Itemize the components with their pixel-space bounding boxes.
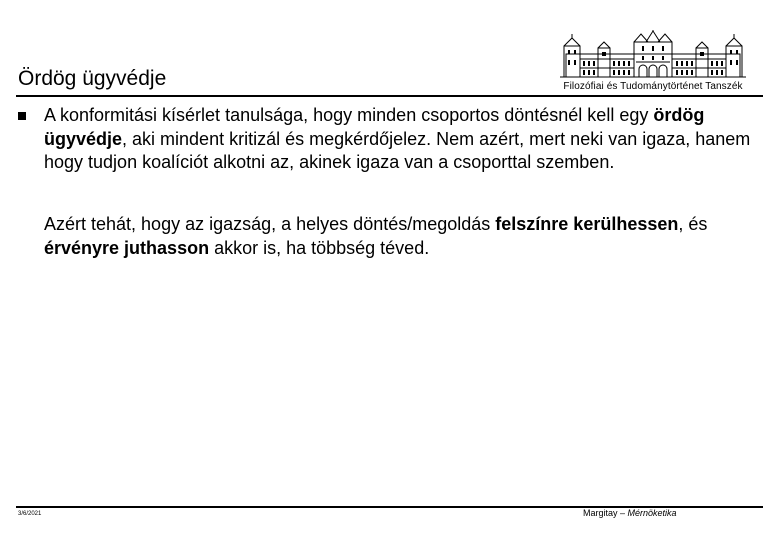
department-name: Filozófiai és Tudománytörténet Tanszék (563, 81, 743, 92)
footer-date: 3/6/2021 (18, 511, 42, 517)
footer-course: Mérnöketika (627, 508, 677, 518)
para2-text-1: Azért tehát, hogy az igazság, a helyes döntés/megoldás (44, 214, 496, 234)
header-divider (16, 95, 763, 97)
slide-title: Ördög ügyvédje (18, 67, 167, 90)
university-building-drawing (558, 30, 748, 80)
bullet-square-icon (18, 112, 26, 120)
para1-bold-term: ördög ügyvédje (44, 105, 705, 149)
para2-bold-term-2: érvényre juthasson (44, 237, 210, 258)
bullet-paragraph (44, 104, 756, 175)
follow-up-paragraph (44, 213, 756, 260)
para1-text-2: , aki mindent kritizál és megkérdőjelez. Nem azért, mert neki van igaza, hanem hogy tudjon koalíciót alkotni az, akinek igaza van a csoporttal szemben. (44, 128, 751, 172)
para2-text-3: akkor is, ha többség téved. (209, 237, 430, 258)
para1-text-1: A konformitási kísérlet tanulsága, hogy minden csoportos döntésnél kell egy (44, 105, 654, 125)
para2-text-2: , és (678, 214, 708, 234)
university-logo (558, 30, 748, 94)
footer-credit (583, 508, 677, 519)
footer-author: Margitay – (583, 508, 628, 518)
para2-bold-term-1: felszínre kerülhessen (495, 214, 679, 234)
